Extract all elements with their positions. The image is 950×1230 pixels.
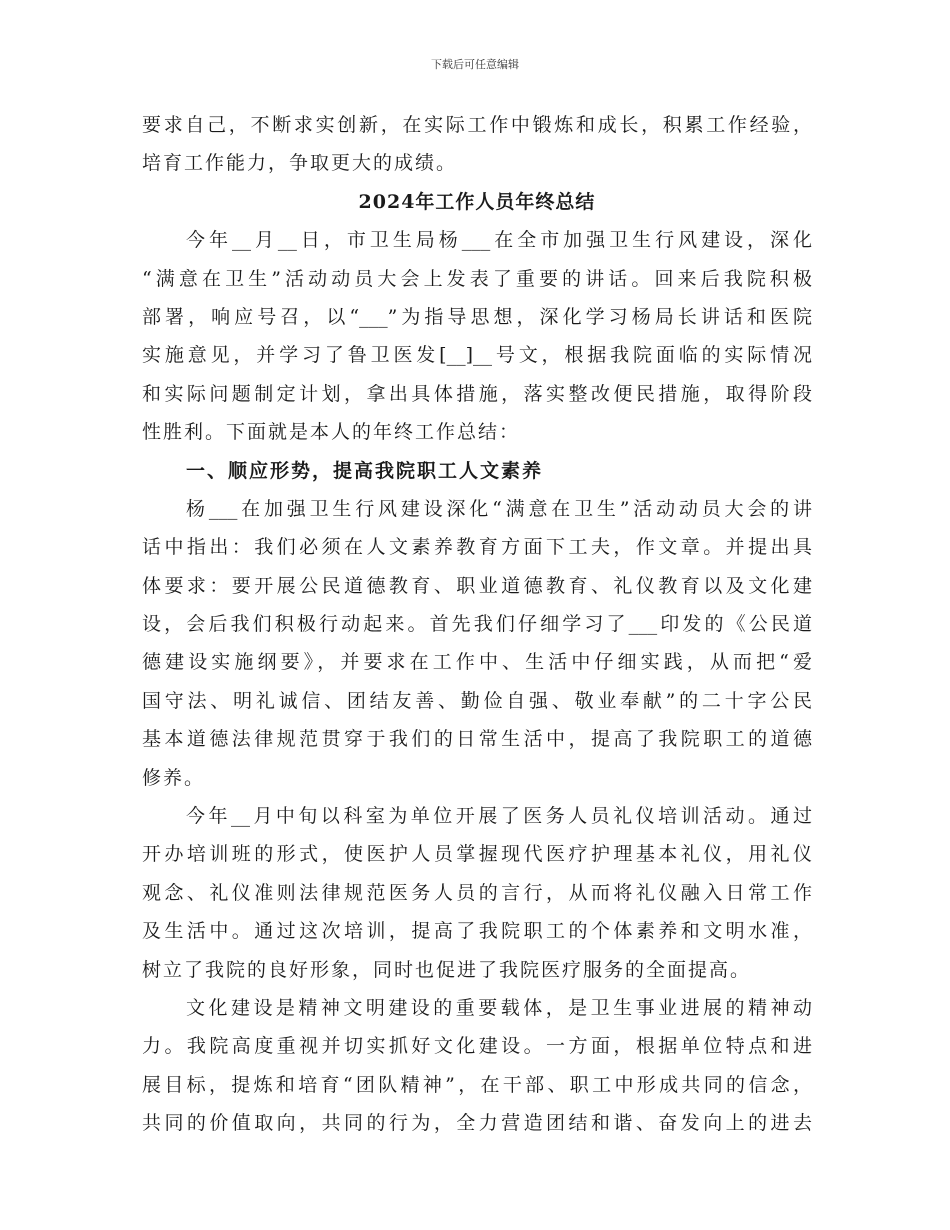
paragraph-line: 部署，响应号召，以“___”为指导思想，深化学习杨局长讲话和医院 [142,305,812,328]
paragraph-line: 实施意见，并学习了鲁卫医发[__]__号文，根据我院面临的实际情况 [142,344,812,367]
paragraph-line: 今年__月__日，市卫生局杨___在全市加强卫生行风建设，深化 [186,229,812,252]
paragraph-line: 杨___在加强卫生行风建设深化“满意在卫生”活动动员大会的讲 [186,497,812,520]
paragraph-line: 树立了我院的良好形象，同时也促进了我院医疗服务的全面提高。 [142,958,752,981]
paragraph-line: 文化建设是精神文明建设的重要载体，是卫生事业进展的精神动 [186,996,812,1019]
document-body [142,106,812,1143]
paragraph-line: 开办培训班的形式，使医护人员掌握现代医疗护理基本礼仪，用礼仪 [142,843,812,866]
paragraph-line: 今年__月中旬以科室为单位开展了医务人员礼仪培训活动。通过 [186,805,812,828]
paragraph-line: 基本道德法律规范贯穿于我们的日常生活中，提高了我院职工的道德 [142,728,812,751]
paragraph-line: 展目标，提炼和培育“团队精神”，在干部、职工中形成共同的信念， [142,1073,812,1096]
paragraph-line: 体要求：要开展公民道德教育、职业道德教育、礼仪教育以及文化建 [142,574,812,597]
header-note: 下载后可任意编辑 [431,58,519,71]
paragraph-line: 修养。 [142,766,206,789]
document-title: 2024年工作人员年终总结 [358,190,596,213]
paragraph-line: 及生活中。通过这次培训，提高了我院职工的个体素养和文明水准， [142,920,812,943]
paragraph-line: 要求自己，不断求实创新，在实际工作中锻炼和成长，积累工作经验， [142,114,812,136]
paragraph-line: 和实际问题制定计划，拿出具体措施，落实整改便民措施，取得阶段 [142,382,812,405]
paragraph-line: “满意在卫生”活动动员大会上发表了重要的讲话。回来后我院积极 [142,267,812,290]
paragraph-line: 培育工作能力，争取更大的成绩。 [142,152,458,175]
paragraph-line: 设，会后我们积极行动起来。首先我们仔细学习了___印发的《公民道 [142,613,812,636]
paragraph-line: 共同的价值取向，共同的行为，全力营造团结和谐、奋发向上的进去 [142,1112,812,1135]
paragraph-line: 国守法、明礼诚信、团结友善、勤俭自强、敬业奉献”的二十字公民 [142,689,812,712]
paragraph-line: 性胜利。下面就是本人的年终工作总结： [142,421,521,444]
paragraph-line: 话中指出：我们必须在人文素养教育方面下工夫，作文章。并提出具 [142,536,812,559]
paragraph-line: 力。我院高度重视并切实抓好文化建设。一方面，根据单位特点和进 [142,1035,812,1058]
paragraph-line: 德建设实施纲要》，并要求在工作中、生活中仔细实践，从而把“爱 [142,651,812,674]
section-heading: 一、顺应形势，提高我院职工人文素养 [186,459,544,482]
paragraph-line: 观念、礼仪准则法律规范医务人员的言行，从而将礼仪融入日常工作 [142,881,812,904]
